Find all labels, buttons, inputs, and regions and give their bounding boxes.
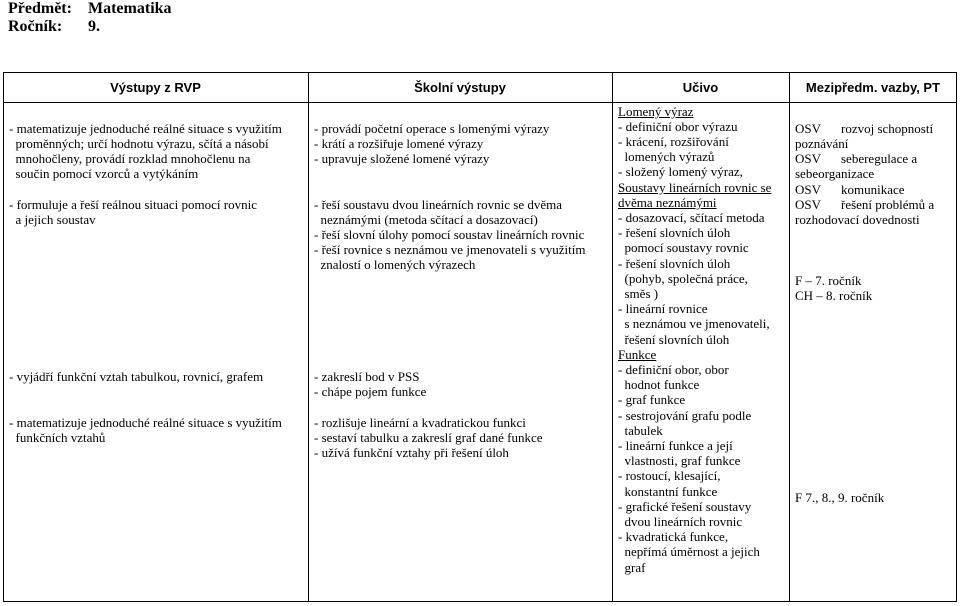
list-item: F – 7. ročník	[795, 273, 862, 288]
document-header	[8, 0, 172, 36]
list-item: - krácení, rozšiřování	[618, 134, 729, 149]
list-item: F 7., 8., 9. ročník	[795, 490, 885, 505]
list-item: - složený lomený výraz,	[618, 164, 743, 179]
rvp-outcomes-column	[9, 104, 305, 445]
list-item: - řešení slovních úloh	[618, 225, 731, 240]
school-outcomes-column	[314, 104, 610, 460]
column-divider	[308, 73, 309, 601]
list-item: graf	[618, 560, 646, 575]
list-item: - vyjádří funkční vztah tabulkou, rovnicí, grafem	[9, 369, 264, 384]
list-item: nepřímá úměrnost a jejich	[618, 544, 760, 559]
curriculum-column	[618, 104, 788, 606]
osv-tag: OSV	[795, 197, 822, 212]
list-item: sebeorganizace	[795, 166, 875, 181]
list-item: znalostí o lomených výrazech	[314, 257, 476, 272]
header-cross-curricular: Mezipředm. vazby, PT	[805, 80, 941, 95]
osv-topic: seberegulace a	[841, 151, 918, 166]
cross-curricular-column	[795, 104, 955, 505]
subject-value: Matematika	[88, 0, 172, 17]
grade-value: 9.	[88, 18, 100, 35]
list-item: s neznámou ve jmenovateli,	[618, 316, 770, 331]
subject-label: Předmět:	[8, 0, 72, 17]
list-item: konstantní funkce	[618, 484, 718, 499]
list-item: proměnných; určí hodnotu výrazu, sčítá a násobí	[9, 136, 269, 151]
list-item: - provádí početní operace s lomenými výrazy	[314, 121, 550, 136]
list-item: mnohočleny, provádí rozklad mnohočlenu na	[9, 151, 251, 166]
list-item: směs )	[618, 286, 659, 301]
list-item: řešení slovních úloh	[618, 332, 730, 347]
list-item: funkčních vztahů	[9, 430, 106, 445]
list-item: - matematizuje jednoduché reálné situace s využitím	[9, 121, 282, 136]
list-item: - matematizuje jednoduché reálné situace s využitím	[9, 415, 282, 430]
list-item: - lineární rovnice	[618, 301, 708, 316]
list-item: - kvadratická funkce,	[618, 529, 729, 544]
list-item: - řeší rovnice s neznámou ve jmenovateli s využitím	[314, 242, 586, 257]
list-item: - sestrojování grafu podle	[618, 408, 752, 423]
list-item: - sestaví tabulku a zakreslí graf dané funkce	[314, 430, 543, 445]
list-item: neznámými (metoda sčítací a dosazovací)	[314, 212, 538, 227]
list-item: - definiční obor, obor	[618, 362, 729, 377]
list-item: rozhodovací dovednosti	[795, 212, 920, 227]
list-item: - rozlišuje lineární a kvadratickou funkci	[314, 415, 526, 430]
list-item: hodnot funkce	[618, 377, 700, 392]
list-item: - graf funkce	[618, 392, 686, 407]
osv-tag: OSV	[795, 121, 822, 136]
list-item: - dosazovací, sčítací metoda	[618, 210, 765, 225]
osv-topic: komunikace	[841, 182, 905, 197]
grade-label: Ročník:	[8, 18, 63, 35]
osv-tag: OSV	[795, 151, 822, 166]
list-item: - definiční obor výrazu	[618, 119, 738, 134]
list-item: tabulek	[618, 423, 663, 438]
list-item: - řeší slovní úlohy pomocí soustav lineárních rovnic	[314, 227, 585, 242]
section-heading: dvěma neznámými	[618, 195, 717, 210]
list-item: - formuluje a řeší reálnou situaci pomocí rovnic	[9, 197, 258, 212]
list-item: - lineární funkce a její	[618, 438, 733, 453]
list-item: CH – 8. ročník	[795, 288, 873, 303]
list-item: pomocí soustavy rovnic	[618, 240, 749, 255]
osv-tag: OSV	[795, 182, 822, 197]
osv-topic: rozvoj schopností	[841, 121, 934, 136]
header-school-outcomes: Školní výstupy	[414, 80, 506, 95]
list-item: vlastnosti, graf funkce	[618, 453, 741, 468]
column-divider	[612, 73, 613, 601]
list-item: - chápe pojem funkce	[314, 384, 427, 399]
list-item: - rostoucí, klesající,	[618, 468, 721, 483]
section-heading: Funkce	[618, 347, 657, 362]
list-item: - krátí a rozšiřuje lomené výrazy	[314, 136, 484, 151]
list-item: - řešení slovních úloh	[618, 256, 731, 271]
list-item: poznávání	[795, 136, 849, 151]
list-item: dvou lineárních rovnic	[618, 514, 743, 529]
header-curriculum: Učivo	[682, 80, 719, 95]
list-item: - grafické řešení soustavy	[618, 499, 752, 514]
list-item: - upravuje složené lomené výrazy	[314, 151, 490, 166]
curriculum-table	[3, 72, 957, 602]
column-divider	[789, 73, 790, 601]
list-item: (pohyb, společná práce,	[618, 271, 748, 286]
header-rvp-outcomes: Výstupy z RVP	[110, 80, 201, 95]
list-item: a jejich soustav	[9, 212, 96, 227]
list-item: - užívá funkční vztahy při řešení úloh	[314, 445, 509, 460]
section-heading: Soustavy lineárních rovnic se	[618, 180, 772, 195]
list-item: lomených výrazů	[618, 149, 715, 164]
osv-topic: řešení problémů a	[841, 197, 935, 212]
section-heading: Lomený výraz	[618, 104, 694, 119]
list-item: - řeší soustavu dvou lineárních rovnic se dvěma	[314, 197, 563, 212]
list-item: - zakreslí bod v PSS	[314, 369, 420, 384]
table-header-row	[4, 73, 956, 103]
list-item: součin pomocí vzorců a vytýkáním	[9, 166, 199, 181]
